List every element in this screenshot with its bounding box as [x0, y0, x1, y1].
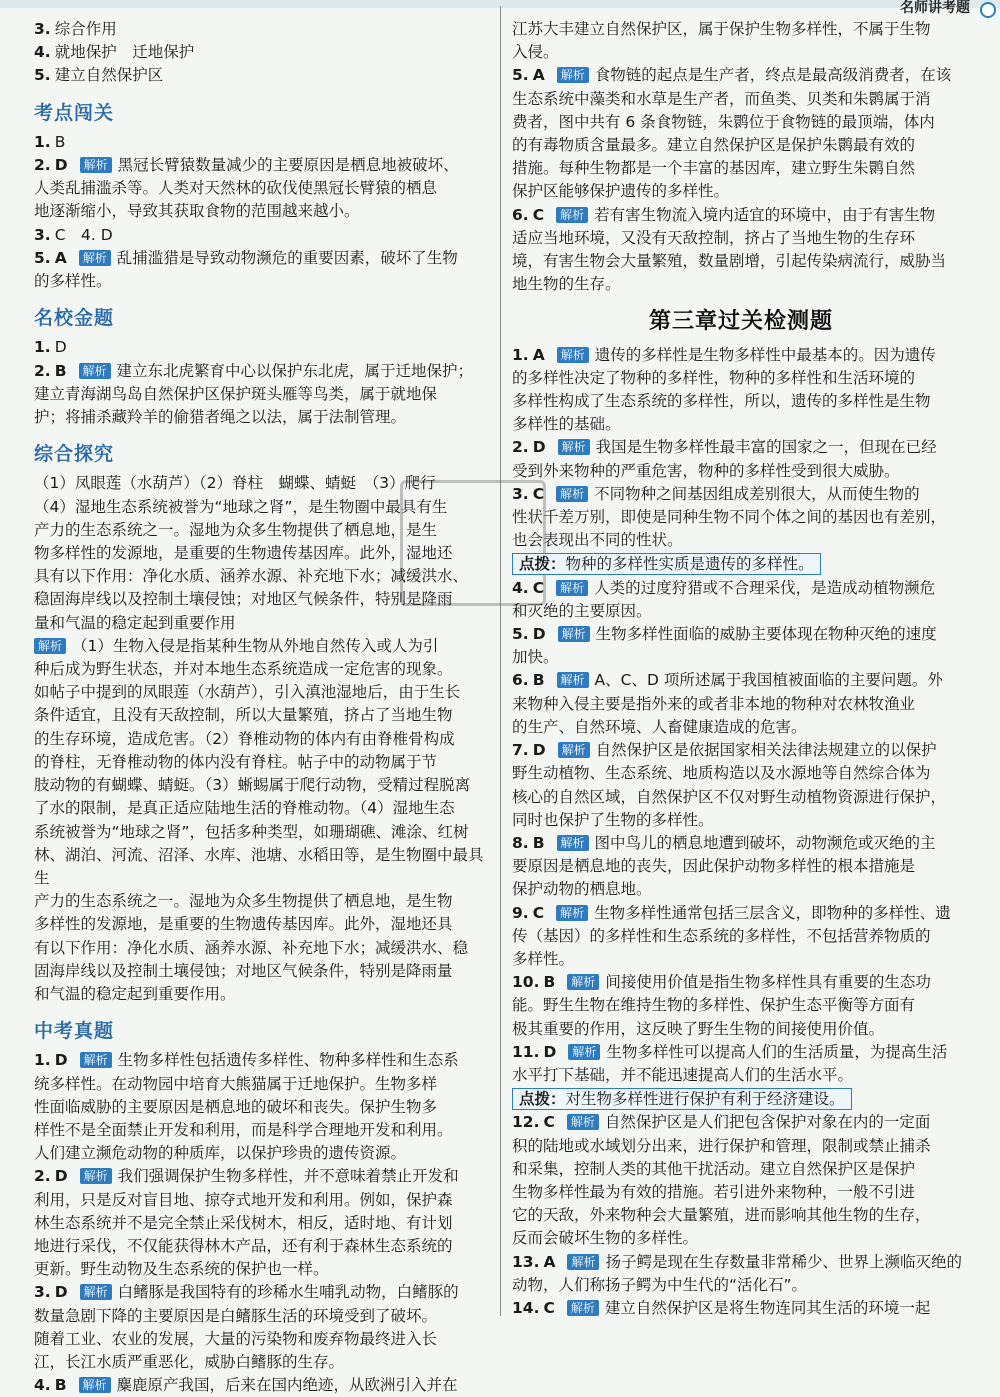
- answer-line: [34, 64, 492, 87]
- analysis-text-line: 生物多样性最为有效的措施。若引进外来物种，一般不引进: [512, 1182, 916, 1201]
- answer-number: 5.: [34, 66, 51, 85]
- analysis-text: 食物链的起点是生产者，终点是最高级消费者，在该: [594, 66, 952, 85]
- answer-line: [512, 344, 970, 367]
- answer-text: D: [54, 338, 67, 357]
- analysis-text-line: 多样性的发源地，是重要的生物遗传基因库。此外，湿地还具: [34, 915, 453, 934]
- analysis-text-line: 来物种入侵主要是指外来的或者非本地的物种对农林牧渔业: [512, 694, 916, 713]
- answer-number: 4.: [512, 578, 529, 597]
- analysis-text-line: 建立青海湖鸟岛自然保护区保护斑头雁等鸟类，属于就地保: [34, 384, 438, 403]
- analysis-text-line: 固海岸线以及控制土壤侵蚀；对地区气候条件，特别是降雨量: [34, 961, 453, 980]
- answer-choice: B: [54, 361, 67, 380]
- answer-line: [34, 154, 492, 177]
- answer-text: 建立自然保护区: [54, 66, 164, 85]
- answer-number: 1.: [34, 338, 51, 357]
- analysis-text: 建立东北虎繁育中心以保护东北虎，属于迁地保护；: [116, 361, 474, 380]
- analysis-text-line: 利用，只是反对盲目地、掠夺式地开发和利用。例如，保护森: [34, 1190, 453, 1209]
- text-line: （4）湿地生态系统被誉为“地球之肾”，是生物圈中最具有生: [34, 497, 448, 516]
- answer-line: [512, 577, 970, 600]
- analysis-text-line: 核心的自然区域，自然保护区不仅对野生动植物资源进行保护，: [512, 787, 947, 806]
- answer-line: [34, 224, 492, 247]
- analysis-text-line: 和采集，控制人类的其他干扰活动。建立自然保护区是保护: [512, 1159, 916, 1178]
- analysis-text: 图中鸟儿的栖息地遭到破坏，动物濒危或灭绝的主: [594, 833, 936, 852]
- answer-choice: D: [532, 741, 546, 760]
- answer-choice: B: [532, 671, 545, 690]
- analysis-tag: 解析: [557, 67, 589, 83]
- analysis-tag: 解析: [79, 250, 111, 266]
- analysis-text-line: 江，长江水质严重恶化，威胁白鳍豚的生存。: [34, 1352, 345, 1371]
- analysis-text: 麋鹿原产我国，后来在国内绝迹，从欧洲引入并在: [116, 1376, 458, 1395]
- answer-line: [512, 832, 970, 855]
- analysis-text-line: 地逐渐缩小，导致其获取食物的范围越来越小。: [34, 202, 360, 221]
- answer-choice: D: [54, 156, 68, 175]
- analysis-text-line: 积的陆地或水域划分出来，进行保护和管理，限制或禁止捕杀: [512, 1136, 931, 1155]
- answer-line: [512, 204, 970, 227]
- analysis-text: 我们强调保护生物多样性，并不意味着禁止开发和: [117, 1167, 459, 1186]
- analysis-text: 不同物种之间基因组成差别很大，从而使生物的: [594, 484, 920, 503]
- answer-text: C 4. D: [54, 225, 113, 244]
- section-heading: 考点闯关: [34, 101, 115, 124]
- analysis-tag: 解析: [80, 1284, 112, 1300]
- left-column: [34, 18, 492, 1397]
- answer-line: [34, 336, 492, 359]
- analysis-tag: 解析: [557, 347, 589, 363]
- analysis-tag: 解析: [557, 672, 589, 688]
- answer-choice: C: [543, 1298, 555, 1317]
- analysis-tag: 解析: [80, 157, 112, 173]
- answer-choice: D: [532, 625, 546, 644]
- answer-choice: B: [532, 833, 545, 852]
- answer-number: 14.: [512, 1298, 540, 1317]
- answer-number: 1.: [34, 132, 51, 151]
- answer-number: 9.: [512, 903, 529, 922]
- answer-line: [512, 623, 970, 646]
- analysis-text: 生物多样性可以提高人们的生活质量，为提高生活: [606, 1042, 948, 1061]
- analysis-tag: 解析: [34, 638, 66, 654]
- answer-number: 4.: [34, 1376, 51, 1395]
- answer-choice: B: [54, 1376, 67, 1395]
- analysis-text-line: 性状千差万别，即使是同种生物不同个体之间的基因也有差别，: [512, 508, 947, 527]
- answer-choice: C: [532, 578, 545, 597]
- analysis-text-line: 和气温的稳定起到重要作用。: [34, 984, 236, 1003]
- answer-number: 3.: [34, 20, 51, 38]
- answer-number: 7.: [512, 741, 529, 760]
- section-heading: 中考真题: [34, 1020, 115, 1043]
- analysis-text-line: 的多样性。: [34, 272, 112, 291]
- answer-line: [34, 247, 492, 270]
- answer-choice: A: [532, 345, 545, 364]
- column-divider: [500, 6, 501, 1316]
- analysis-text-line: 护；将捕杀藏羚羊的偷猎者绳之以法，属于法制管理。: [34, 408, 407, 427]
- analysis-text-line: 能。野生生物在维持生物的多样性、保护生态平衡等方面有: [512, 996, 916, 1015]
- analysis-text-line: 动物，人们称扬子鳄为中生代的“活化石”。: [512, 1275, 808, 1294]
- answer-line: [512, 739, 970, 762]
- answer-text: 就地保护 迁地保护: [54, 43, 195, 62]
- header-circle-icon: [980, 2, 996, 18]
- answer-choice: D: [54, 1283, 68, 1302]
- answer-number: 4.: [34, 43, 51, 62]
- answer-number: 8.: [512, 833, 529, 852]
- analysis-text-line: 随着工业、农业的发展，大量的污染物和废弃物最终进入长: [34, 1329, 438, 1348]
- tip-label: 点拨：: [519, 1090, 566, 1109]
- analysis-text: 生物多样性通常包括三层含义，即物种的多样性、遗: [594, 903, 951, 922]
- analysis-text-line: 多样性构成了生态系统的多样性，所以，遗传的多样性是生物: [512, 392, 931, 411]
- analysis-text-line: 和灭绝的主要原因。: [512, 601, 652, 620]
- answer-number: 12.: [512, 1113, 540, 1132]
- tip-row: [512, 1087, 970, 1111]
- analysis-text-line: 种后成为野生状态，并对本地生态系统造成一定危害的现象。: [34, 660, 453, 679]
- chapter-title: 第三章过关检测题: [648, 309, 833, 335]
- answer-line: [34, 1049, 492, 1072]
- analysis-text-line: 地进行采伐，不仅能获得林木产品，还有利于森林生态系统的: [34, 1236, 453, 1255]
- analysis-tag: 解析: [556, 580, 588, 596]
- analysis-text-line: 它的天敌，外来物种会大量繁殖，进而影响其他生物的生存，: [512, 1206, 931, 1225]
- analysis-text-line: 措施。每种生物都是一个丰富的基因库，建立野生朱鹮自然: [512, 159, 916, 178]
- answer-number: 2.: [34, 1167, 51, 1186]
- analysis-text-line: 保护动物的栖息地。: [512, 880, 652, 899]
- answer-number: 1.: [512, 345, 529, 364]
- answer-line: [512, 436, 970, 459]
- section-heading: 综合探究: [34, 443, 115, 466]
- answer-choice: C: [532, 903, 545, 922]
- answer-choice: D: [543, 1042, 557, 1061]
- analysis-text-line: 适应当地环境，又没有天敌控制，挤占了当地生物的生存环: [512, 228, 916, 247]
- answer-line: [512, 971, 970, 994]
- analysis-text-line: 林生态系统并不是完全禁止采伐树木，相反，适时地、有计划: [34, 1213, 453, 1232]
- answer-number: 5.: [34, 248, 51, 267]
- analysis-text-line: 多样性。: [512, 949, 575, 968]
- answer-line: [512, 1111, 970, 1134]
- analysis-text-line: 传（基因）的多样性和生态系统的多样性，不包括营养物质的: [512, 926, 931, 945]
- text-line: 产力的生态系统之一。湿地为众多生物提供了栖息地，是生: [34, 520, 438, 539]
- analysis-tag: 解析: [567, 1114, 599, 1130]
- answer-line: [34, 1165, 492, 1188]
- answer-line: [34, 41, 492, 64]
- analysis-text-line: 极其重要的作用，这反映了野生生物的间接使用价值。: [512, 1019, 885, 1038]
- answer-choice: D: [54, 1051, 68, 1070]
- analysis-text-line: 性面临威胁的主要原因是栖息地的破坏和丧失。保护生物多: [34, 1097, 438, 1116]
- analysis-text-line: 水平打下基础，并不能迅速提高人们的生活水平。: [512, 1065, 854, 1084]
- analysis-tag: 解析: [556, 905, 588, 921]
- answer-number: 10.: [512, 973, 540, 992]
- answer-choice: C: [532, 484, 545, 503]
- tip-label: 点拨：: [519, 555, 566, 574]
- analysis-text: 自然保护区是人们把包含保护对象在内的一定面: [604, 1113, 931, 1132]
- analysis-text-line: 人类乱捕滥杀等。人类对天然林的砍伐使黑冠长臂猿的栖息: [34, 179, 438, 198]
- analysis-tag: 解析: [558, 742, 590, 758]
- analysis-text: 白鳍豚是我国特有的珍稀水生哺乳动物，白鳍豚的: [117, 1283, 459, 1302]
- text-line: 具有以下作用：净化水质、涵养水源、补充地下水；减缓洪水、: [34, 567, 469, 586]
- answer-choice: A: [543, 1252, 556, 1271]
- analysis-text-line: 样性不是全面禁止开发和利用，而是科学合理地开发和利用。: [34, 1120, 453, 1139]
- analysis-text-line: 人们建立濒危动物的种质库，以保护珍贵的遗传资源。: [34, 1144, 407, 1163]
- analysis-tag: 解析: [567, 974, 599, 990]
- analysis-text-line: 生态系统中藻类和水草是生产者，而鱼类、贝类和朱鹮属于消: [512, 89, 931, 108]
- analysis-text: 黑冠长臂猿数量减少的主要原因是栖息地被破坏、: [117, 156, 459, 175]
- analysis-text-line: 加快。: [512, 648, 559, 667]
- text-line: 稳固海岸线以及控制土壤侵蚀；对地区气候条件，特别是降雨: [34, 590, 453, 609]
- analysis-text: 生物多样性包括遗传多样性、物种多样性和生态系: [117, 1051, 459, 1070]
- analysis-text-line: 数量急剧下降的主要原因是白鳍豚生活的环境受到了破坏。: [34, 1306, 438, 1325]
- analysis-text-line: 地生物的生存。: [512, 275, 621, 294]
- analysis-text: 遗传的多样性是生物多样性中最基本的。因为遗传: [594, 345, 936, 364]
- analysis-text: A、C、D 项所述属于我国植被面临的主要问题。外: [594, 671, 943, 690]
- tip-text: 物种的多样性实质是遗传的多样性。: [565, 555, 814, 574]
- answer-line: [512, 669, 970, 692]
- analysis-text-line: 系统被誉为“地球之肾”，包括多种类型，如珊瑚礁、滩涂、红树: [34, 822, 469, 841]
- analysis-line: [34, 635, 492, 658]
- analysis-text-line: 林、湖泊、河流、沼泽、水库、池塘、水稻田等，是生物圈中最具生: [34, 845, 484, 887]
- analysis-text: 自然保护区是依据国家相关法律法规建立的以保护: [595, 741, 937, 760]
- analysis-text-line: 受到外来物种的严重危害，物种的多样性受到很大威胁。: [512, 461, 900, 480]
- analysis-text: 扬子鳄是现在生存数量非常稀少、世界上濒临灭绝的: [605, 1252, 962, 1271]
- answer-choice: A: [54, 248, 67, 267]
- tip-row: [512, 552, 970, 576]
- analysis-text-line: 有以下作用：净化水质、涵养水源、补充地下水；减缓洪水、稳: [34, 938, 469, 957]
- tip-box: [512, 553, 821, 575]
- analysis-text-line: 也会表现出不同的性状。: [512, 531, 683, 550]
- analysis-text-line: 同时也保护了生物的多样性。: [512, 810, 714, 829]
- answer-number: 5.: [512, 66, 529, 85]
- analysis-text-line: 更新。野生动物及生态系统的保护也一样。: [34, 1260, 329, 1279]
- analysis-text: 生物多样性面临的威胁主要体现在物种灭绝的速度: [595, 625, 937, 644]
- text-line: 量和气温的稳定起到重要作用: [34, 613, 236, 632]
- answer-choice: B: [543, 973, 556, 992]
- analysis-text-line: 的脊柱，无脊椎动物的体内没有脊柱。帖子中的动物属于节: [34, 752, 438, 771]
- analysis-tag: 解析: [557, 835, 589, 851]
- answer-line: [34, 131, 492, 154]
- answer-line: [512, 1041, 970, 1064]
- section-heading: 名校金题: [34, 307, 115, 330]
- text-line: 入侵。: [512, 43, 559, 62]
- analysis-text-line: 保护区能够保护遗传的多样性。: [512, 182, 730, 201]
- analysis-tag: 解析: [79, 1377, 111, 1393]
- text-line: 物多样性的发源地，是重要的生物遗传基因库。此外，湿地还: [34, 544, 453, 563]
- analysis-text-line: 的多样性决定了物种的多样性，物种的多样性和生活环境的: [512, 368, 916, 387]
- analysis-text: （1）生物入侵是指某种生物从外地自然传入或人为引: [72, 636, 439, 655]
- tip-text: 对生物多样性进行保护有利于经济建设。: [565, 1090, 845, 1109]
- answer-line: [34, 18, 492, 41]
- analysis-text-line: 的有毒物质含量最多。建立自然保护区是保护朱鹮最有效的: [512, 136, 916, 155]
- analysis-text-line: 产力的生态系统之一。湿地为众多生物提供了栖息地，是生物: [34, 892, 453, 911]
- answer-number: 13.: [512, 1252, 540, 1271]
- answer-text: B: [54, 132, 66, 151]
- answer-number: 2.: [34, 361, 51, 380]
- analysis-tag: 解析: [79, 363, 111, 379]
- answer-number: 3.: [34, 225, 51, 244]
- answer-number: 3.: [34, 1283, 51, 1302]
- analysis-tag: 解析: [556, 207, 588, 223]
- right-column: [512, 18, 970, 1320]
- answer-line: [34, 1374, 492, 1397]
- analysis-text-line: 境，有害生物会大量繁殖，数量剧增，引起传染病流行，威胁当: [512, 252, 947, 271]
- answer-choice: D: [54, 1167, 68, 1186]
- answer-line: [34, 360, 492, 383]
- answer-number: 1.: [34, 1051, 51, 1070]
- answer-choice: D: [532, 438, 546, 457]
- answer-line: [512, 483, 970, 506]
- analysis-tag: 解析: [558, 626, 590, 642]
- analysis-tag: 解析: [80, 1052, 112, 1068]
- answer-line: [512, 1251, 970, 1274]
- answer-line: [34, 1281, 492, 1304]
- answer-text: 综合作用: [54, 20, 117, 38]
- analysis-text-line: 反而会破坏生物的多样性。: [512, 1229, 699, 1248]
- answer-number: 6.: [512, 671, 529, 690]
- answer-number: 3.: [512, 484, 529, 503]
- analysis-text: 若有害生物流入境内适宜的环境中，由于有害生物: [594, 205, 936, 224]
- analysis-text: 人类的过度狩猎或不合理采伐，是造成动植物濒危: [594, 578, 936, 597]
- analysis-text-line: 如帖子中提到的凤眼莲（水葫芦），引入滇池湿地后，由于生长: [34, 683, 461, 702]
- answer-line: [512, 1297, 970, 1320]
- analysis-text-line: 野生动植物、生态系统、地质构造以及水源地等自然综合体为: [512, 764, 931, 783]
- analysis-tag: 解析: [558, 439, 590, 455]
- analysis-text-line: 的生存环境，造成危害。（2）脊椎动物的体内有由脊椎骨构成: [34, 729, 455, 748]
- analysis-text-line: 要原因是栖息地的丧失，因此保护动物多样性的根本措施是: [512, 857, 916, 876]
- analysis-text-line: 的生产、自然环境、人畜健康造成的危害。: [512, 717, 807, 736]
- analysis-text: 我国是生物多样性最丰富的国家之一，但现在已经: [595, 438, 937, 457]
- analysis-tag: 解析: [80, 1168, 112, 1184]
- text-line: （1）凤眼莲（水葫芦）（2）脊柱 蝴蝶、蜻蜓 （3）爬行: [34, 474, 436, 493]
- analysis-tag: 解析: [567, 1300, 599, 1316]
- analysis-text-line: 了水的限制，是真正适应陆地生活的脊椎动物。（4）湿地生态: [34, 799, 455, 818]
- answer-number: 2.: [512, 438, 529, 457]
- analysis-tag: 解析: [556, 486, 588, 502]
- analysis-text: 乱捕滥猎是导致动物濒危的重要因素，破坏了生物: [116, 248, 458, 267]
- analysis-text-line: 条件适宜，且没有天敌控制，所以大量繁殖，挤占了当地生物: [34, 706, 453, 725]
- analysis-text-line: 肢动物的有蝴蝶、蜻蜓。（3）蜥蜴属于爬行动物，受精过程脱离: [34, 776, 471, 795]
- tip-box: [512, 1088, 852, 1110]
- analysis-tag: 解析: [568, 1044, 600, 1060]
- answer-choice: C: [543, 1113, 555, 1132]
- answer-line: [512, 902, 970, 925]
- answer-choice: A: [532, 66, 545, 85]
- answer-number: 5.: [512, 625, 529, 644]
- answer-choice: C: [532, 205, 545, 224]
- page-header-title: 名师讲考题: [900, 0, 970, 16]
- analysis-text-line: 统多样性。在动物园中培育大熊猫属于迁地保护。生物多样: [34, 1074, 438, 1093]
- analysis-text: 建立自然保护区是将生物连同其生活的环境一起: [604, 1298, 931, 1317]
- answer-line: [512, 64, 970, 87]
- analysis-text-line: 多样性的基础。: [512, 415, 621, 434]
- analysis-text-line: 费者，图中共有 6 条食物链，朱鹮位于食物链的最顶端，体内: [512, 112, 935, 131]
- analysis-tag: 解析: [567, 1254, 599, 1270]
- answer-number: 6.: [512, 205, 529, 224]
- text-line: 江苏大丰建立自然保护区，属于保护生物多样性，不属于生物: [512, 20, 931, 38]
- answer-number: 11.: [512, 1042, 540, 1061]
- answer-number: 2.: [34, 156, 51, 175]
- analysis-text: 间接使用价值是指生物多样性具有重要的生态功: [605, 973, 931, 992]
